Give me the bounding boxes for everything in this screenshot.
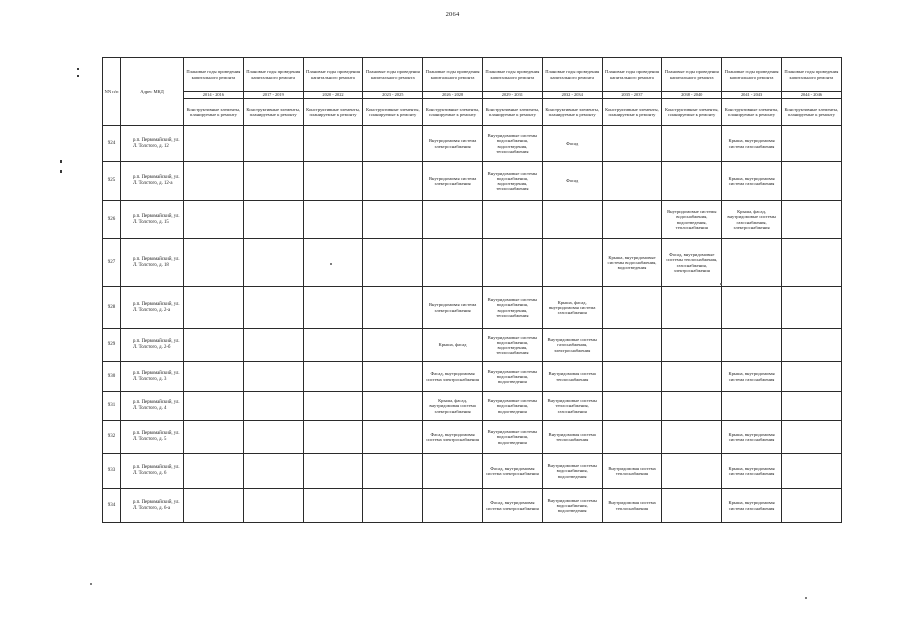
repair-cell: Крыша, внутридомовая система газоснабжения: [722, 489, 782, 523]
repair-cell: Внутридомовые системы теплоснабжения, газоснабжения: [542, 392, 602, 421]
repair-cell: Внутридомовая система теплоснабжения: [602, 489, 662, 523]
repair-cell: [303, 362, 363, 392]
repair-cell: [243, 162, 303, 201]
row-number: 931: [103, 392, 121, 421]
repair-cell: Фасад, внутридомовая система электроснабжения: [423, 362, 483, 392]
repair-cell: Крыша, внутридомовая система газоснабжения: [722, 126, 782, 162]
repair-cell: [542, 201, 602, 239]
repair-cell: [722, 287, 782, 329]
repair-cell: [662, 362, 722, 392]
repair-cell: [781, 329, 841, 362]
header-years: 2044 - 2046: [781, 92, 841, 99]
repair-cell: Внутридомовые системы водоснабжения, водоотведения: [542, 489, 602, 523]
header-years: 2032 - 2034: [542, 92, 602, 99]
repair-cell: [184, 392, 244, 421]
repair-cell: Внутридомовые системы газоснабжения, электроснабжения: [542, 329, 602, 362]
repair-cell: Внутридомовая система электроснабжения: [423, 287, 483, 329]
row-address: р.п. Первомайский, ул. Л. Толстого, д. 18: [121, 239, 184, 287]
header-elements-label: Конструктивные элементы, планируемые к ремонту: [363, 99, 423, 126]
repair-cell: [781, 239, 841, 287]
repair-cell: Фасад, внутридомовая система электроснабжения: [482, 489, 542, 523]
repair-cell: [303, 392, 363, 421]
row-number: 932: [103, 421, 121, 454]
page-number: 2064: [445, 11, 460, 18]
repair-cell: [243, 392, 303, 421]
header-elements-label: Конструктивные элементы, планируемые к ремонту: [662, 99, 722, 126]
repair-cell: [363, 421, 423, 454]
row-number: 929: [103, 329, 121, 362]
repair-cell: [662, 162, 722, 201]
row-address: р.п. Первомайский, ул. Л. Толстого, д. 12-а: [121, 162, 184, 201]
header-years: 2041 - 2043: [722, 92, 782, 99]
repair-cell: [662, 287, 722, 329]
header-period-label: Плановые годы проведения капитального ремонта: [243, 58, 303, 92]
repair-cell: [363, 392, 423, 421]
repair-cell: [243, 454, 303, 489]
row-number: 934: [103, 489, 121, 523]
table-row: [103, 287, 842, 329]
header-nn: NN п/п: [103, 58, 121, 126]
scan-mark: [60, 170, 62, 173]
header-years: 2029 - 2031: [482, 92, 542, 99]
repair-cell: [184, 239, 244, 287]
repair-cell: [602, 392, 662, 421]
repair-cell: Фасад: [542, 126, 602, 162]
repair-cell: [363, 454, 423, 489]
repair-cell: [363, 201, 423, 239]
repair-cell: [602, 287, 662, 329]
repair-cell: [602, 421, 662, 454]
repair-cell: [303, 421, 363, 454]
row-number: 930: [103, 362, 121, 392]
table-row: [103, 239, 842, 287]
repair-cell: [184, 421, 244, 454]
header-address: Адрес МКД: [121, 58, 184, 126]
table-row: [103, 201, 842, 239]
repair-cell: Внутридомовые системы водоснабжения, водоотведения, теплоснабжения: [482, 287, 542, 329]
row-address: р.п. Первомайский, ул. Л. Толстого, д. 12: [121, 126, 184, 162]
repair-cell: [423, 201, 483, 239]
repair-cell: [184, 201, 244, 239]
scan-speck: [805, 597, 807, 599]
table-row: [103, 454, 842, 489]
repair-cell: [781, 362, 841, 392]
repair-cell: [303, 162, 363, 201]
repair-cell: Внутридомовые системы водоснабжения, водоотведения: [482, 421, 542, 454]
repair-cell: [184, 162, 244, 201]
repair-cell: Внутридомовые системы водоснабжения, водоотведения: [482, 392, 542, 421]
row-number: 927: [103, 239, 121, 287]
header-period-label: Плановые годы проведения капитального ремонта: [303, 58, 363, 92]
repair-cell: [184, 329, 244, 362]
repair-cell: Внутридомовые системы водоснабжения, водоотведения: [482, 362, 542, 392]
repair-cell: [482, 201, 542, 239]
repair-cell: [781, 454, 841, 489]
repair-cell: [662, 392, 722, 421]
repair-cell: [781, 201, 841, 239]
repair-cell: [303, 287, 363, 329]
repair-cell: [243, 287, 303, 329]
repair-cell: [781, 489, 841, 523]
row-address: р.п. Первомайский, ул. Л. Толстого, д. 2-а: [121, 287, 184, 329]
repair-cell: [602, 201, 662, 239]
capital-repair-table: [102, 57, 842, 523]
repair-cell: [662, 329, 722, 362]
repair-cell: [303, 454, 363, 489]
repair-cell: [303, 329, 363, 362]
header-years: 2038 - 2040: [662, 92, 722, 99]
repair-cell: [662, 421, 722, 454]
repair-cell: [303, 239, 363, 287]
repair-cell: [722, 239, 782, 287]
repair-cell: Крыша, внутридомовая система газоснабжения: [722, 454, 782, 489]
table-body: [103, 126, 842, 523]
repair-cell: [363, 329, 423, 362]
repair-cell: Внутридомовая система теплоснабжения: [602, 454, 662, 489]
header-years: 2020 - 2022: [303, 92, 363, 99]
repair-cell: [184, 126, 244, 162]
repair-cell: Внутридомовые системы водоснабжения, водоотведения: [542, 454, 602, 489]
header-period-label: Плановые годы проведения капитального ремонта: [722, 58, 782, 92]
repair-cell: [243, 489, 303, 523]
row-address: р.п. Первомайский, ул. Л. Толстого, д. 3: [121, 362, 184, 392]
row-address: р.п. Первомайский, ул. Л. Толстого, д. 5: [121, 421, 184, 454]
repair-cell: [781, 392, 841, 421]
repair-cell: [781, 162, 841, 201]
row-number: 928: [103, 287, 121, 329]
repair-cell: [542, 239, 602, 287]
repair-cell: Крыша, внутридомовая система газоснабжения: [722, 162, 782, 201]
repair-cell: Внутридомовая система теплоснабжения: [542, 362, 602, 392]
repair-cell: Внутридомовая система теплоснабжения: [542, 421, 602, 454]
repair-cell: Внутридомовая система электроснабжения: [423, 126, 483, 162]
table-row: [103, 392, 842, 421]
header-elements-label: Конструктивные элементы, планируемые к ремонту: [303, 99, 363, 126]
repair-cell: Фасад, внутридомовая система электроснабжения: [423, 421, 483, 454]
repair-cell: [781, 421, 841, 454]
repair-cell: [602, 362, 662, 392]
table-row: [103, 329, 842, 362]
repair-cell: [722, 392, 782, 421]
row-address: р.п. Первомайский, ул. Л. Толстого, д. 6: [121, 454, 184, 489]
header-elements-label: Конструктивные элементы, планируемые к ремонту: [482, 99, 542, 126]
repair-cell: [303, 489, 363, 523]
repair-cell: [363, 362, 423, 392]
row-number: 933: [103, 454, 121, 489]
scan-speck: [720, 283, 722, 285]
header-elements-label: Конструктивные элементы, планируемые к ремонту: [781, 99, 841, 126]
scan-mark: [77, 75, 79, 77]
repair-cell: [243, 126, 303, 162]
scan-mark: [60, 160, 62, 163]
repair-cell: [602, 162, 662, 201]
repair-cell: Фасад: [542, 162, 602, 201]
header-period-label: Плановые годы проведения капитального ремонта: [602, 58, 662, 92]
scan-speck: [330, 263, 332, 265]
header-period-label: Плановые годы проведения капитального ремонта: [423, 58, 483, 92]
repair-cell: [363, 287, 423, 329]
repair-cell: [243, 421, 303, 454]
header-elements-label: Конструктивные элементы, планируемые к ремонту: [602, 99, 662, 126]
repair-cell: [184, 362, 244, 392]
repair-cell: [363, 162, 423, 201]
repair-cell: Внутридомовые системы водоснабжения, водоотведения, теплоснабжения: [662, 201, 722, 239]
repair-cell: [184, 287, 244, 329]
repair-cell: Фасад, внутридомовые системы теплоснабжения, газоснабжения, электроснабжения: [662, 239, 722, 287]
table-row: [103, 421, 842, 454]
header-years: 2014 - 2016: [184, 92, 244, 99]
repair-cell: [303, 201, 363, 239]
repair-cell: Крыша, внутридомовая система газоснабжения: [722, 421, 782, 454]
row-address: р.п. Первомайский, ул. Л. Толстого, д. 2-б: [121, 329, 184, 362]
repair-cell: [243, 239, 303, 287]
repair-cell: Крыша, фасад, внутридомовые системы газоснабжения, электроснабжения: [722, 201, 782, 239]
table-row: [103, 126, 842, 162]
table-row: [103, 162, 842, 201]
repair-cell: [423, 489, 483, 523]
repair-cell: Внутридомовые системы водоснабжения, водоотведения, теплоснабжения: [482, 329, 542, 362]
header-period-label: Плановые годы проведения капитального ремонта: [482, 58, 542, 92]
table-row: [103, 489, 842, 523]
row-address: р.п. Первомайский, ул. Л. Толстого, д. 6-а: [121, 489, 184, 523]
repair-cell: [243, 201, 303, 239]
repair-cell: Внутридомовые системы водоснабжения, водоотведения, теплоснабжения: [482, 162, 542, 201]
header-elements-label: Конструктивные элементы, планируемые к ремонту: [243, 99, 303, 126]
repair-cell: Крыша, внутридомовые системы водоснабжения, водоотведения: [602, 239, 662, 287]
repair-cell: Крыша, фасад, внутридомовая система газоснабжения: [542, 287, 602, 329]
repair-cell: [184, 489, 244, 523]
header-years: 2023 - 2025: [363, 92, 423, 99]
repair-cell: [662, 126, 722, 162]
row-number: 925: [103, 162, 121, 201]
header-period-label: Плановые годы проведения капитального ремонта: [662, 58, 722, 92]
row-number: 926: [103, 201, 121, 239]
repair-cell: [184, 454, 244, 489]
scan-speck: [90, 583, 92, 585]
repair-cell: [363, 489, 423, 523]
repair-cell: [363, 126, 423, 162]
header-elements-label: Конструктивные элементы, планируемые к ремонту: [542, 99, 602, 126]
header-years: 2035 - 2037: [602, 92, 662, 99]
repair-cell: [662, 489, 722, 523]
header-period-label: Плановые годы проведения капитального ремонта: [542, 58, 602, 92]
header-years: 2026 - 2028: [423, 92, 483, 99]
repair-cell: [243, 362, 303, 392]
repair-cell: [602, 329, 662, 362]
header-period-label: Плановые годы проведения капитального ремонта: [184, 58, 244, 92]
scan-mark: [77, 68, 79, 70]
header-elements-label: Конструктивные элементы, планируемые к ремонту: [184, 99, 244, 126]
header-period-label: Плановые годы проведения капитального ремонта: [781, 58, 841, 92]
table-row: [103, 362, 842, 392]
repair-cell: [363, 239, 423, 287]
repair-cell: Крыша, внутридомовая система газоснабжения: [722, 362, 782, 392]
repair-cell: [662, 454, 722, 489]
header-years: 2017 - 2019: [243, 92, 303, 99]
repair-cell: Внутридомовая система электроснабжения: [423, 162, 483, 201]
repair-cell: [243, 329, 303, 362]
repair-cell: [781, 126, 841, 162]
row-number: 924: [103, 126, 121, 162]
repair-cell: [482, 239, 542, 287]
repair-cell: [722, 329, 782, 362]
repair-cell: Фасад, внутридомовая система электроснабжения: [482, 454, 542, 489]
repair-cell: Внутридомовые системы водоснабжения, водоотведения, теплоснабжения: [482, 126, 542, 162]
repair-cell: [423, 454, 483, 489]
row-address: р.п. Первомайский, ул. Л. Толстого, д. 15: [121, 201, 184, 239]
header-elements-label: Конструктивные элементы, планируемые к ремонту: [722, 99, 782, 126]
repair-cell: [602, 126, 662, 162]
repair-cell: Крыша, фасад, внутридомовая система электроснабжения: [423, 392, 483, 421]
header-elements-label: Конструктивные элементы, планируемые к ремонту: [423, 99, 483, 126]
repair-cell: [781, 287, 841, 329]
repair-cell: [423, 239, 483, 287]
repair-cell: [303, 126, 363, 162]
header-period-label: Плановые годы проведения капитального ремонта: [363, 58, 423, 92]
row-address: р.п. Первомайский, ул. Л. Толстого, д. 4: [121, 392, 184, 421]
repair-cell: Крыша, фасад: [423, 329, 483, 362]
